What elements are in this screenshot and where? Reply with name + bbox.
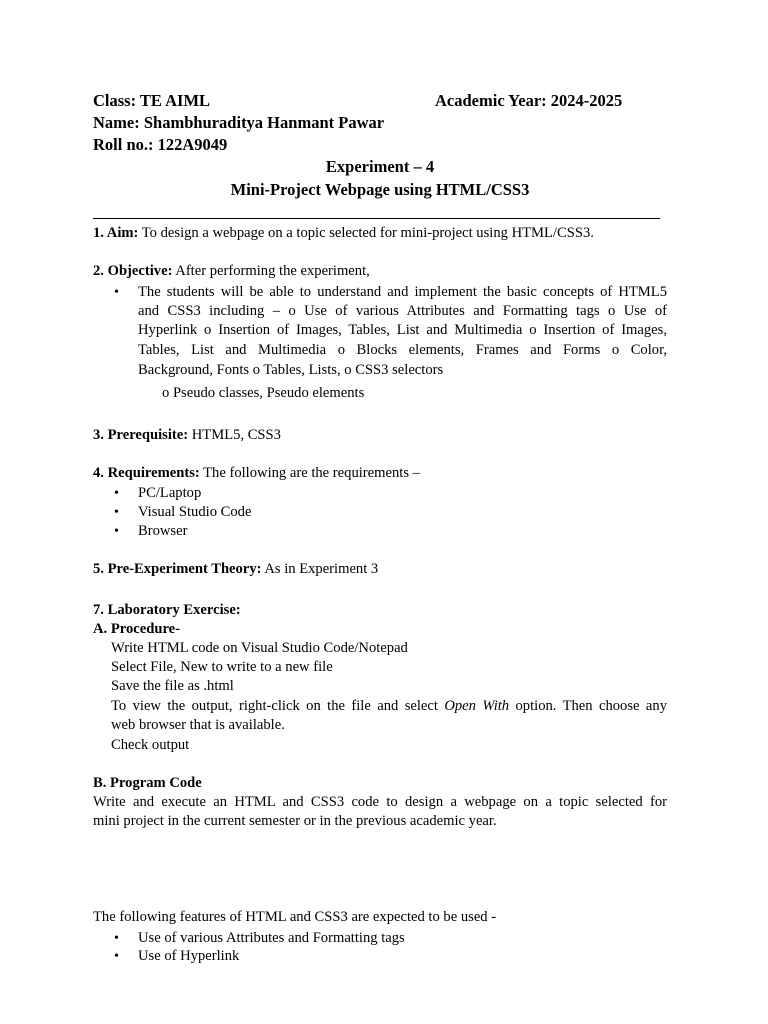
aim-text: To design a webpage on a topic selected for mini-project using HTML/CSS3. <box>138 225 594 241</box>
bullet-icon: • <box>114 505 119 520</box>
step-italic-text: Open With <box>444 698 510 714</box>
objective-line-4: Tables, List and Multimedia o Blocks elements, Frames and Forms o Color, <box>138 342 667 358</box>
lab-heading: 7. Laboratory Exercise: <box>93 602 241 618</box>
pre-experiment-section <box>93 560 378 579</box>
step-text: To view the output, right-click on the file and select <box>111 698 445 714</box>
pre-experiment-label: 5. Pre-Experiment Theory: <box>93 561 262 577</box>
bullet-icon: • <box>114 486 119 501</box>
experiment-title: Experiment – 4 <box>325 157 435 176</box>
prerequisite-label: 3. Prerequisite: <box>93 427 189 443</box>
aim-label: 1. Aim: <box>93 225 139 241</box>
academic-year: Academic Year: 2024-2025 <box>435 91 623 110</box>
program-code-heading: B. Program Code <box>93 775 202 791</box>
prerequisite-text: HTML5, CSS3 <box>188 427 281 443</box>
header-divider <box>93 218 660 219</box>
experiment-subtitle: Mini-Project Webpage using HTML/CSS3 <box>230 180 530 199</box>
name-line: Name: Shambhuraditya Hanmant Pawar <box>93 113 385 132</box>
objective-text: After performing the experiment, <box>172 263 370 279</box>
requirement-item: PC/Laptop <box>138 485 202 501</box>
program-code-line-2: mini project in the current semester or in the previous academic year. <box>93 813 497 829</box>
aim-section <box>93 224 594 243</box>
procedure-step: Select File, New to write to a new file <box>111 659 333 675</box>
objective-line-3: Hyperlink o Insertion of Images, Tables, List and Multimedia o Insertion of Images, <box>138 322 667 338</box>
procedure-heading: A. Procedure- <box>93 621 180 637</box>
bullet-icon: • <box>114 949 119 964</box>
program-code-line-1: Write and execute an HTML and CSS3 code to design a webpage on a topic selected for <box>93 794 667 810</box>
objective-label: 2. Objective: <box>93 263 173 279</box>
objective-line-2: and CSS3 including – o Use of various Attributes and Formatting tags o Use of <box>138 303 667 319</box>
features-intro: The following features of HTML and CSS3 are expected to be used - <box>93 909 497 925</box>
requirements-label: 4. Requirements: <box>93 465 200 481</box>
prerequisite-section <box>93 426 281 445</box>
objective-line-1: The students will be able to understand and implement the basic concepts of HTML5 <box>138 284 667 300</box>
feature-item: Use of Hyperlink <box>138 948 240 964</box>
requirements-section <box>93 464 420 483</box>
requirement-item: Browser <box>138 523 188 539</box>
objective-section <box>93 262 370 281</box>
objective-line-5: Background, Fonts o Tables, Lists, o CSS3 selectors <box>138 362 444 378</box>
requirements-text: The following are the requirements – <box>199 465 420 481</box>
procedure-step <box>111 697 667 716</box>
feature-item: Use of various Attributes and Formatting tags <box>138 930 405 946</box>
step-text: option. Then choose any <box>509 698 667 714</box>
bullet-icon: • <box>114 285 119 300</box>
procedure-step: Check output <box>111 737 190 753</box>
roll-line: Roll no.: 122A9049 <box>93 135 228 154</box>
bullet-icon: • <box>114 524 119 539</box>
requirement-item: Visual Studio Code <box>138 504 252 520</box>
procedure-step: Write HTML code on Visual Studio Code/Notepad <box>111 640 408 656</box>
procedure-step: Save the file as .html <box>111 678 234 694</box>
objective-sub-item: o Pseudo classes, Pseudo elements <box>162 385 365 401</box>
bullet-icon: • <box>114 931 119 946</box>
class-line: Class: TE AIML <box>93 91 211 110</box>
procedure-step-continuation: web browser that is available. <box>111 717 285 733</box>
pre-experiment-text: As in Experiment 3 <box>261 561 379 577</box>
